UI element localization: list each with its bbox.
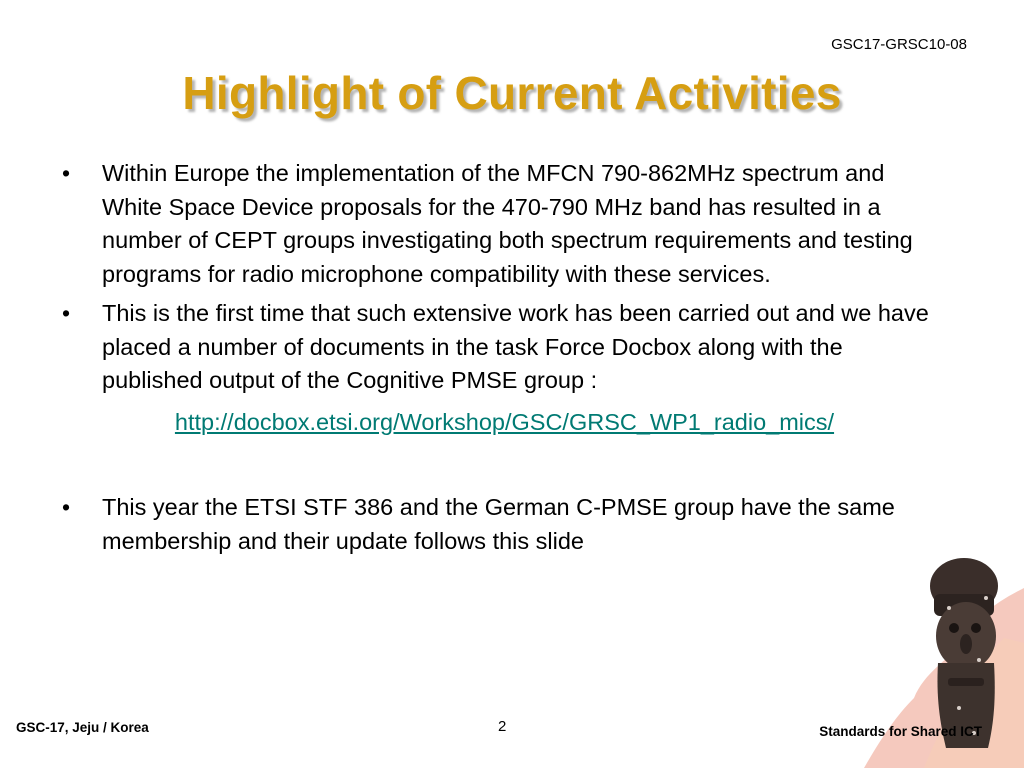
footer-tagline: Standards for Shared ICT: [819, 724, 982, 739]
bullet-symbol: •: [62, 300, 71, 326]
footer-location: GSC-17, Jeju / Korea: [16, 720, 149, 735]
bullet-item: [62, 297, 947, 398]
bullet-text: Within Europe the implementation of the MFCN 790-862MHz spectrum and White Space Device proposals for the 470-790 MHz band has resulted in a number of CEPT groups investigating both spectrum requirements and testing programs for radio microphone compatibility with these services.: [102, 160, 913, 287]
bullet-text: This is the first time that such extensive work has been carried out and we have placed a number of documents in the task Force Docbox along with the published output of the Cognitive PMSE group :: [102, 300, 929, 393]
bullet-symbol: •: [62, 494, 71, 520]
docbox-link[interactable]: http://docbox.etsi.org/Workshop/GSC/GRSC_WP1_radio_mics/: [174, 408, 835, 435]
link-line: [62, 406, 947, 440]
bullet-list: [62, 157, 947, 558]
slide-title: Highlight of Current Activities: [182, 67, 842, 119]
bullet-symbol: •: [62, 160, 71, 186]
page-number: 2: [498, 718, 507, 735]
bullet-item: [62, 157, 947, 291]
bullet-item: [62, 491, 947, 558]
document-id: GSC17-GRSC10-08: [831, 36, 967, 53]
bullet-text: This year the ETSI STF 386 and the German C-PMSE group have the same membership and their update follows this slide: [102, 494, 895, 554]
